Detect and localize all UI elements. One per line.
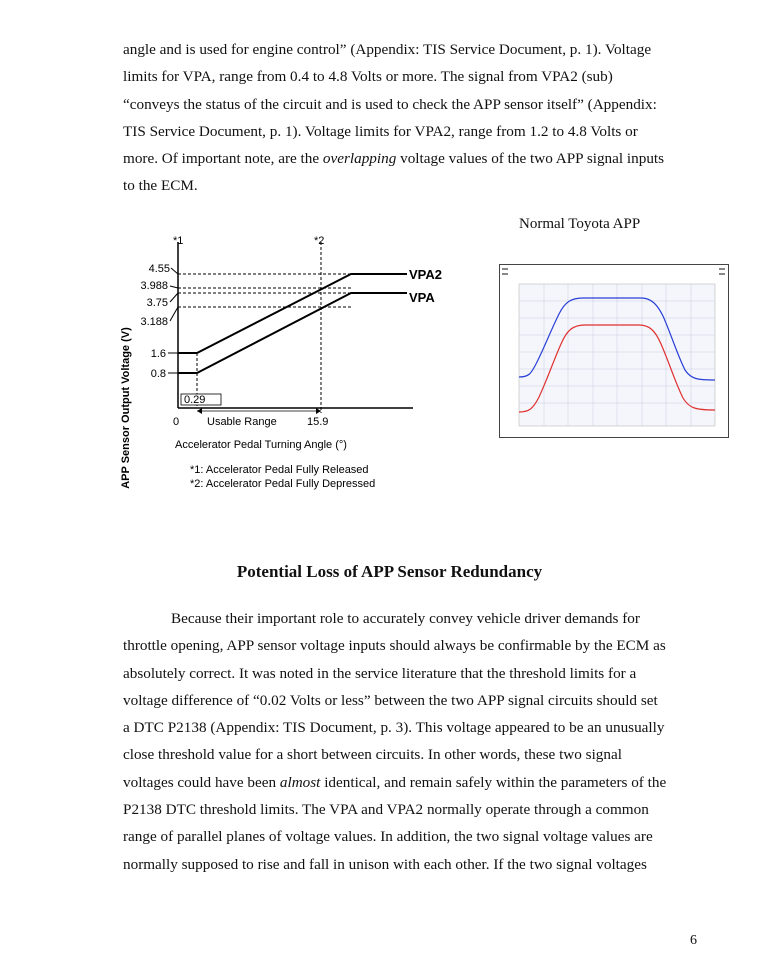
- note-depressed: *2: Accelerator Pedal Fully Depressed: [190, 478, 376, 490]
- vpa2-line: [178, 274, 407, 353]
- oscilloscope-image: [499, 264, 729, 438]
- text-line: absolutely correct. It was noted in the service literature that the threshold limits for a: [123, 664, 637, 682]
- text-line: limits for VPA, range from 0.4 to 4.8 Volts or more. The signal from VPA2 (sub): [123, 68, 613, 86]
- x-origin-label: 0: [173, 416, 180, 428]
- scope-scale-mark: [719, 268, 725, 270]
- text-run: voltage values of the two APP signal inputs: [396, 150, 665, 168]
- marker-depressed: *2: [314, 235, 325, 247]
- section-heading: Potential Loss of APP Sensor Redundancy: [236, 562, 543, 581]
- text-run: voltages could have been: [123, 773, 280, 791]
- usable-range-label: Usable Range: [207, 416, 277, 428]
- y-tick-leader: [170, 307, 178, 321]
- scope-scale-mark: [502, 268, 508, 270]
- text-run: Because their important role to accurately convey vehicle driver demands for: [171, 610, 640, 627]
- text-line: “conveys the status of the circuit and is used to check the APP sensor itself” (Appendix:: [123, 95, 657, 113]
- figure-caption: Normal Toyota APP: [519, 216, 641, 232]
- y-tick-label: 3.75: [146, 297, 168, 309]
- y-tick-leader: [171, 268, 178, 274]
- x-end-label: 15.9: [307, 416, 329, 428]
- text-line: a DTC P2138 (Appendix: TIS Document, p. 3). This voltage appeared to be an unusually: [123, 719, 665, 737]
- y-tick-label: 0.8: [150, 368, 166, 380]
- text-line: throttle opening, APP sensor voltage inputs should always be confirmable by the ECM as: [123, 637, 666, 655]
- note-released: *1: Accelerator Pedal Fully Released: [190, 464, 369, 476]
- emphasis-text: overlapping: [322, 150, 397, 168]
- text-run: identical, and remain safely within the parameters of the: [320, 773, 667, 791]
- text-line: [123, 145, 723, 172]
- text-line: angle and is used for engine control” (Appendix: TIS Service Document, p. 1). Voltage: [123, 41, 652, 58]
- vpa2-label: VPA2: [409, 267, 442, 282]
- x-offset-label: 0.29: [184, 394, 206, 406]
- y-tick-label: 1.6: [150, 348, 166, 360]
- text-line: close threshold value for a short between circuits. In other words, these two signal: [123, 746, 622, 764]
- y-tick-leader: [170, 293, 178, 302]
- page-number: 6: [690, 933, 697, 948]
- text-line: TIS Service Document, p. 1). Voltage limits for VPA2, range from 1.2 to 4.8 Volts or: [123, 122, 638, 140]
- app-sensor-diagram: [115, 228, 455, 498]
- text-line: P2138 DTC threshold limits. The VPA and VPA2 normally operate through a common: [123, 801, 649, 819]
- scope-scale-mark: [502, 273, 508, 275]
- y-tick-leader: [170, 286, 178, 288]
- vpa-label: VPA: [409, 290, 435, 305]
- y-tick-label: 3.188: [140, 316, 168, 328]
- marker-released: *1: [173, 235, 184, 247]
- text-line: [123, 605, 723, 632]
- text-run: more. Of important note, are the: [123, 150, 323, 168]
- paragraph-2: [123, 605, 723, 878]
- diagram-ylabel: APP Sensor Output Voltage (V): [120, 327, 132, 489]
- paragraph-1: [123, 36, 723, 200]
- text-line: range of parallel planes of voltage values. In addition, the two signal voltage values are: [123, 828, 653, 846]
- scope-scale-mark: [719, 273, 725, 275]
- emphasis-text: almost: [279, 773, 321, 791]
- text-line: voltage difference of “0.02 Volts or less” between the two APP signal circuits should set: [123, 691, 658, 709]
- diagram-xlabel: Accelerator Pedal Turning Angle (°): [175, 439, 347, 451]
- text-line: [123, 769, 723, 796]
- y-tick-label: 4.55: [148, 263, 170, 275]
- text-line: to the ECM.: [123, 177, 198, 195]
- y-tick-label: 3.988: [140, 280, 168, 292]
- text-line: normally supposed to rise and fall in unison with each other. If the two signal voltages: [123, 855, 647, 873]
